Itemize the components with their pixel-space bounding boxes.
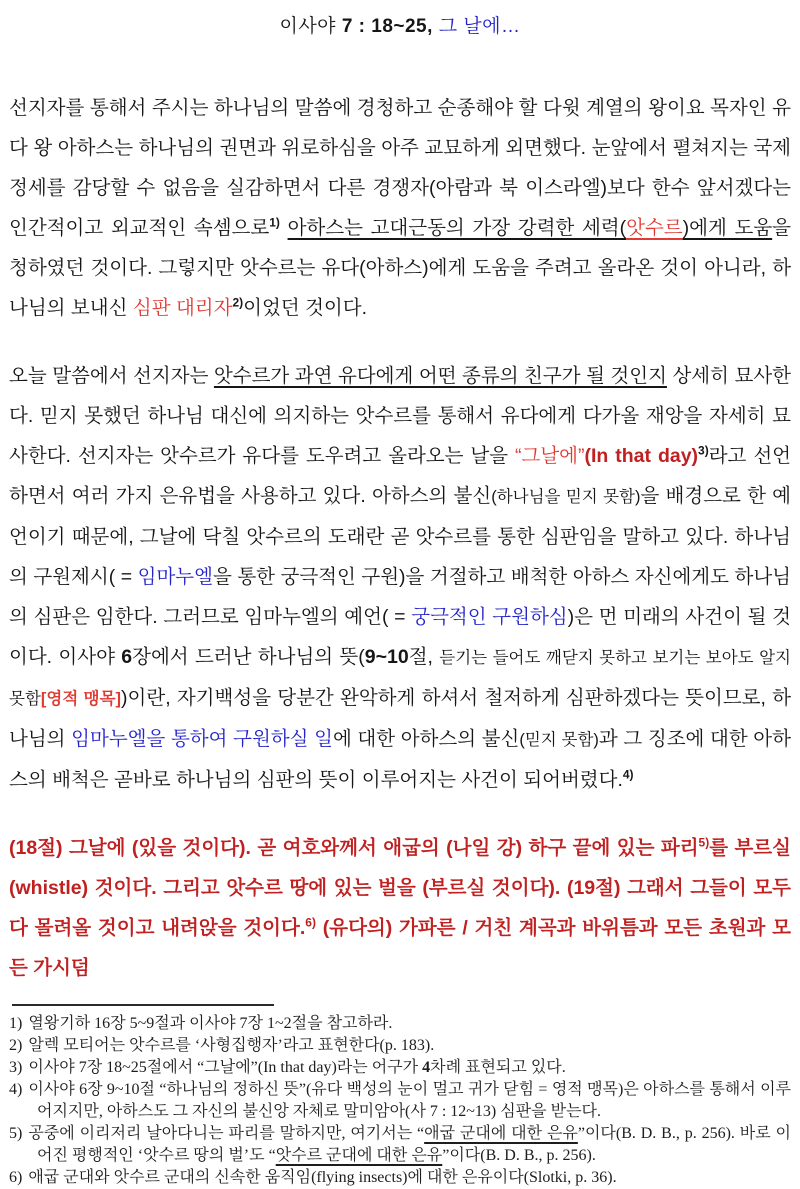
text-run: (유다의) 가파른 / 거친 계곡과 바위틈과 모든 초원과 모든 가시덤 (9, 917, 791, 979)
text-run: 앗수르 (626, 217, 683, 239)
text-run: 을 청하였던 것이다. 그렇지만 앗수르는 유다(아하스)에게 도움을 주려고 올라온 것이 아니라, 하나님의 보내신 (9, 217, 791, 319)
text-run: (18절) 그날에 (있을 것이다). 곧 여호와께서 애굽의 (나일 강) 하구 끝에 있는 파리 (9, 837, 699, 859)
text-run: 임마누엘을 통하여 구원하실 일 (71, 728, 333, 750)
text-run: 애굽 군대에 대한 은유 (424, 1125, 578, 1142)
footnote-number: 5) (9, 1125, 23, 1142)
text-run: 과 그 징조에 대한 아하스의 배척은 곧바로 하나님의 심판의 뜻이 이루어지는 사건이 되어버렸다. (9, 728, 791, 791)
text-run: 4 (422, 1059, 431, 1076)
footnote-item-3 (9, 1057, 791, 1079)
text-run: 이었던 것이다. (243, 297, 367, 319)
text-run: ”이다(B. D. B., p. 256). 바로 이어진 평행적인 ‘앗수르 땅의 벌’도 “ (37, 1125, 792, 1164)
text-run: 절, (408, 646, 440, 668)
text-run: 상세히 묘사한다. 믿지 못했던 하나님 대신에 의지하는 앗수르를 통해서 유다에게 다가올 재앙을 자세히 묘사한다. 선지자는 앗수르가 유다를 도우려고 올라오는 날을 (9, 365, 792, 467)
text-run: 를 부르실 (whistle) 것이다. 그리고 앗수르 땅에 있는 벌을 (부르실 것이다). (19절) 그래서 그들이 모두 다 몰려올 것이고 내려앉을 것이다. (9, 837, 791, 939)
footnote-number: 2) (9, 1037, 23, 1054)
paragraph-exposition (9, 356, 791, 800)
text-run: 6 (121, 646, 133, 668)
text-run: (하나님을 믿지 못함) (491, 488, 641, 506)
text-run: (In that day) (584, 445, 699, 467)
text-run: 장에서 드러난 하나님의 뜻( (132, 646, 365, 668)
footnote-ref-5: 5) (698, 835, 710, 850)
text-run: 심판 대리자 (132, 297, 233, 319)
text-run: 이사야 6장 9~10절 “하나님의 정하신 뜻”(유다 백성의 눈이 멀고 귀가 닫힘 = 영적 맹목)은 아하스를 통해서 이루어지지만, 아하스도 그 자신의 불신앙 자체로 말미암아(사 7 : 12~13) 심판을 받는다. (28, 1081, 791, 1120)
paragraph-intro (9, 88, 791, 328)
text-run: 듣기는 들어도 깨닫지 못하고 보기는 보아도 알지 못함 (9, 649, 791, 708)
footnote-ref-3: 3) (698, 443, 709, 458)
text-run: 에 대한 아하스의 불신 (332, 728, 520, 750)
text-run: 애굽 군대와 앗수르 군대의 신속한 움직임(flying insects)에 대한 은유이다(Slotki, p. 36). (28, 1169, 617, 1186)
page-title (9, 12, 791, 42)
text-run: 오늘 말씀에서 선지자는 (9, 365, 214, 387)
text-run: 이사야 (279, 16, 342, 37)
text-run: 을 배경으로 한 예언이기 때문에, 그날에 닥칠 앗수르의 도래란 곧 앗수르를 통한 심판임을 말하고 있다. 하나님의 구원제시( = (9, 485, 791, 588)
footnote-number: 4) (9, 1081, 23, 1098)
text-run: 을 통한 궁극적인 구원)을 거절하고 배척한 아하스 자신에게도 하나님의 심판은 임한다. 그러므로 임마누엘의 예언( = (9, 566, 791, 628)
text-run: )은 먼 미래의 사건이 될 것이다. 이사야 (9, 606, 792, 668)
text-run: 그 날에… (438, 16, 521, 37)
footnote-ref-4: 4) (622, 767, 634, 782)
document-body (9, 88, 791, 988)
text-run: 알렉 모티어는 앗수르를 ‘사형집행자’라고 표현한다(p. 183). (28, 1037, 435, 1054)
text-run: 열왕기하 16장 5~9절과 이사야 7장 1~2절을 참고하라. (28, 1015, 393, 1032)
footnote-ref-2: 2) (232, 295, 244, 310)
verse-paragraph (9, 828, 791, 988)
text-run: )에게 도움 (682, 217, 773, 239)
text-run: 아하스는 고대근동의 가장 강력한 세력( (287, 217, 627, 239)
footnote-ref-6: 6) (305, 915, 316, 930)
text-run: 앗수르 군대에 대한 은유 (275, 1147, 443, 1164)
footnote-item-1 (9, 1013, 791, 1035)
text-run: 9~10 (364, 646, 409, 668)
text-run: 선지자를 통해서 주시는 하나님의 말씀에 경청하고 순종해야 할 다윗 계열의 왕이요 목자인 유다 왕 아하스는 하나님의 권면과 위로하심을 아주 교묘하게 외면했다. 눈앞에서 펼쳐지는 국제정세를 감당할 수 없음을 실감하면서 다른 경쟁자(아람과 북 이스라엘)보다 한수 앞서겠다는 인간적이고 외교적인 속셈으로 (9, 97, 791, 239)
text-run: 임마누엘 (137, 566, 213, 588)
text-run: [영적 맹목] (40, 690, 122, 708)
footnote-item-4 (9, 1079, 791, 1123)
text-run: (믿지 못함) (519, 731, 599, 749)
text-run: 공중에 이리저리 날아다니는 파리를 말하지만, 여기서는 “ (28, 1125, 425, 1142)
footnote-number: 3) (9, 1059, 23, 1076)
text-run: “그날에” (515, 445, 585, 467)
footnote-number: 6) (9, 1169, 23, 1186)
text-run: 앗수르가 과연 유다에게 어떤 종류의 친구가 될 것인지 (213, 365, 667, 387)
text-run: 7 : 18~25, (341, 16, 433, 37)
text-run: 라고 선언하면서 여러 가지 은유법을 사용하고 있다. 아하스의 불신 (9, 445, 791, 507)
footnote-item-5 (9, 1123, 791, 1167)
footnotes (9, 1013, 791, 1189)
text-run (280, 217, 288, 239)
text-run: ”이다(B. D. B., p. 256). (442, 1147, 596, 1164)
text-run: 차례 표현되고 있다. (430, 1059, 566, 1076)
text-run: )이란, 자기백성을 당분간 완악하게 하셔서 철저하게 심판하겠다는 뜻이므로, 하나님의 (9, 687, 791, 750)
text-run: 이사야 7장 18~25절에서 “그날에”(In that day)라는 어구가 (28, 1059, 423, 1076)
footnote-item-6 (9, 1167, 791, 1189)
footnote-number: 1) (9, 1015, 23, 1032)
footnote-ref-1: 1) (269, 215, 280, 230)
text-run: 궁극적인 구원하심 (411, 606, 568, 628)
footnote-separator (12, 1004, 274, 1006)
footnote-item-2 (9, 1035, 791, 1057)
